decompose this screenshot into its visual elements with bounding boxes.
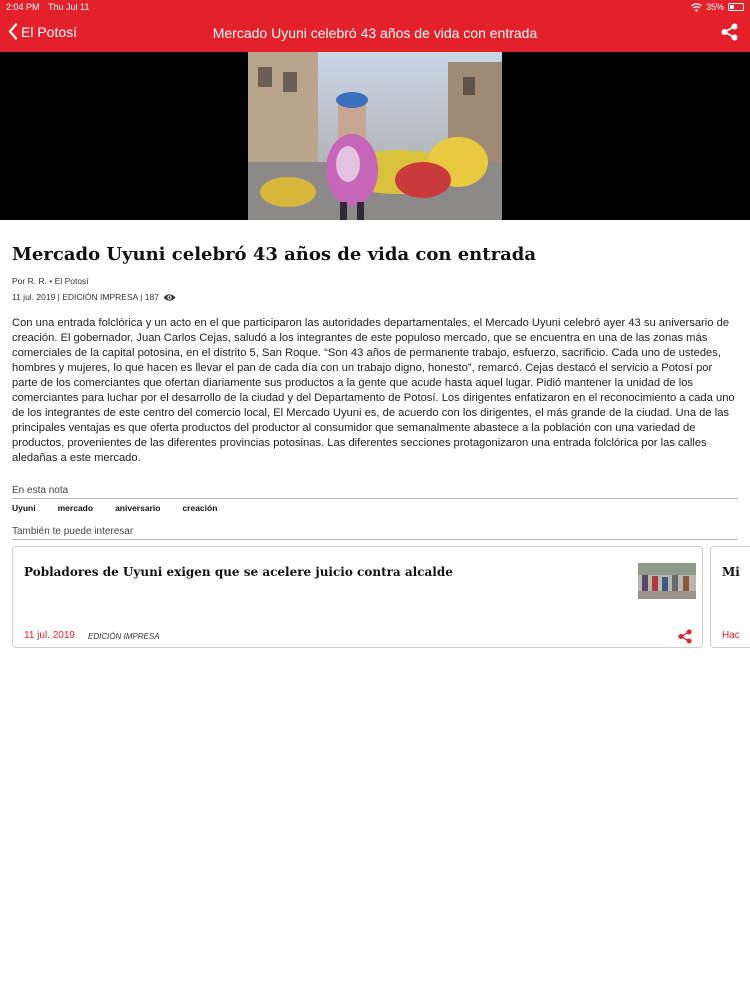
- share-icon: [721, 23, 738, 41]
- status-date: Thu Jul 11: [48, 2, 90, 12]
- back-button[interactable]: [8, 23, 77, 40]
- tag-list: [12, 503, 217, 513]
- card-date: Hac: [722, 630, 740, 641]
- status-time: 2:04 PM: [6, 2, 40, 12]
- card-share-button[interactable]: [678, 629, 692, 648]
- tag-item[interactable]: mercado: [57, 503, 94, 513]
- nav-bar: [0, 14, 750, 52]
- related-article-card[interactable]: [12, 546, 703, 648]
- related-label: También te puede interesar: [12, 526, 134, 537]
- in-this-note-label: En esta nota: [12, 485, 69, 496]
- card-source: EDICIÓN IMPRESA: [88, 632, 160, 641]
- tag-item[interactable]: Uyuni: [12, 503, 36, 513]
- tag-item[interactable]: creación: [182, 503, 218, 513]
- battery-percent: 35%: [705, 2, 724, 12]
- card-title: Mi: [722, 565, 740, 579]
- wifi-icon: [691, 3, 702, 12]
- card-title: Pobladores de Uyuni exigen que se acelere juicio contra alcalde: [24, 565, 453, 579]
- eye-icon: [163, 293, 176, 302]
- article-meta: [12, 292, 738, 302]
- article-byline: Por R. R. • El Potosí: [12, 276, 89, 286]
- nav-title: Mercado Uyuni celebró 43 años de vida con entrada: [212, 25, 538, 41]
- card-thumbnail: [638, 563, 696, 599]
- tag-item[interactable]: aniversario: [115, 503, 161, 513]
- share-icon: [678, 629, 692, 644]
- chevron-left-icon: [8, 23, 18, 40]
- status-bar: [0, 0, 750, 14]
- share-button[interactable]: [721, 23, 738, 46]
- related-article-card[interactable]: [710, 546, 750, 648]
- divider: [12, 539, 738, 540]
- hero-image-area: [0, 52, 750, 220]
- article-meta-text: 11 jul. 2019 | EDICIÓN IMPRESA | 187: [12, 292, 159, 302]
- card-date: 11 jul. 2019: [24, 630, 75, 641]
- article-headline: Mercado Uyuni celebró 43 años de vida con entrada: [12, 244, 536, 265]
- back-label: El Potosí: [21, 23, 78, 40]
- divider: [12, 498, 738, 499]
- article-body: Con una entrada folclórica y un acto en el que participaron las autoridades departamentales, el Mercado Uyuni celebró ayer 43 su aniversario de creación. El gobernador, Juan Carlos Cejas, saludó a los integrantes de este populoso mercado, que se encuentra en una de las zonas más comerciales de la capital potosina, en el distrito 5, San Roque. “Son 43 años de permanente trabajo, esfuerzo, sacrificio. Cada uno de ustedes, hombres y mujeres, lo que hacen es llevar el pan de cada día con un trabajo digno, honesto”, remarcó. Cejas destacó el servicio a Potosí por parte de los comerciantes que ofertan diariamente sus productos a la gente que acude hasta aquel lugar. Pidió mantener la unidad de los comerciantes para luchar por el desarrollo de la ciudad y del Departamento de Potosí. Los dirigentes enfatizaron en el reconocimiento a cada uno de los integrantes de este centro del comercio local, El Mercado Uyuni es, de acuerdo con los dirigentes, el más grande de la ciudad. Una de las principales ventajas es que oferta productos del productor al consumidor que semanalmente abastece a la población con una variedad de productos, provenientes de las diferentes provincias potosinas. Las diferentes secciones protagonizaron una entrada folclórica por las calles aledañas a este mercado.: [12, 317, 735, 464]
- article: [12, 242, 738, 466]
- hero-photo[interactable]: [248, 52, 502, 220]
- battery-icon: [728, 3, 744, 11]
